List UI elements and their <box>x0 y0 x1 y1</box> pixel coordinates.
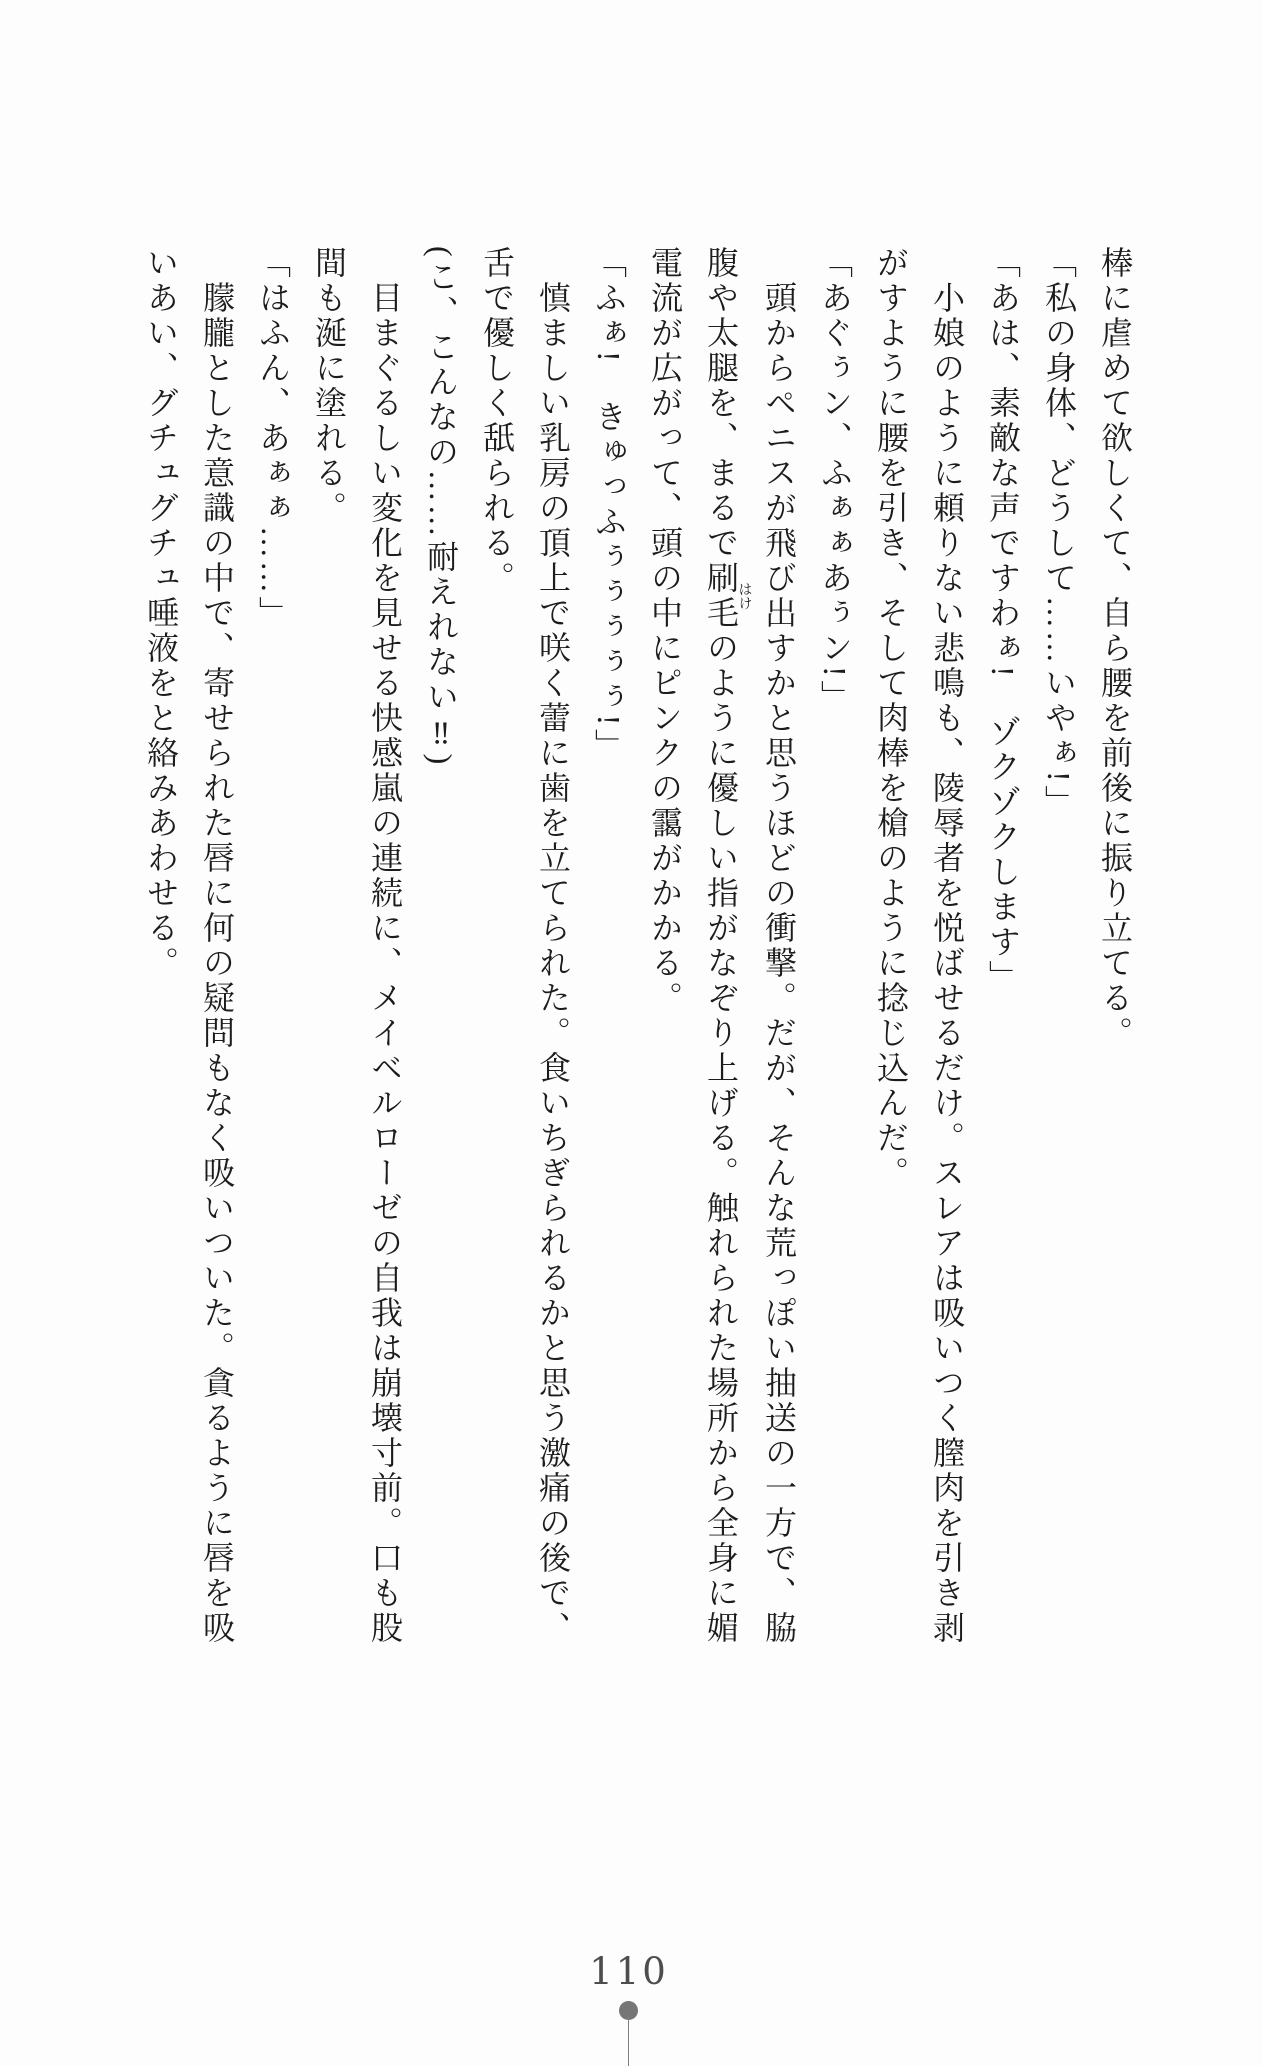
ruby-annotated-word: 刷毛はけ <box>703 561 752 631</box>
text-line: 「はふん、あぁぁ……」 <box>255 246 291 631</box>
page-number: 110 <box>589 1950 669 1993</box>
text-line: 小娘のように頼りない悲鳴も、陵辱者を悦ばせるだけ。スレアは吸いつく膣肉を引き剥 <box>929 281 965 1646</box>
progress-line <box>628 2016 629 2066</box>
vertical-text-block <box>133 246 1143 1678</box>
text-line: 「私の身体、どうして……いやぁ!」 <box>1041 246 1077 820</box>
text-line: 棒に虐めて欲しくて、自ら腰を前後に振り立てる。 <box>1097 246 1133 1051</box>
text-line: 舌で優しく舐られる。 <box>479 246 515 596</box>
text-line: 頭からペニスが飛び出すかと思うほどの衝撃。だが、そんな荒っぽい抽送の一方で、脇 <box>761 281 797 1646</box>
text-line: 慎ましい乳房の頂上で咲く蕾に歯を立てられた。食いちぎられるかと思う激痛の後で、 <box>535 281 571 1646</box>
text-line: 目まぐるしい変化を見せる快感嵐の連続に、メイベルローゼの自我は崩壊寸前。口も股 <box>367 281 403 1646</box>
text-line: 腹や太腿を、まるで刷毛はけのように優しい指がなぞり上げる。触れられた場所から全身に媚 <box>703 246 752 1646</box>
text-line: いあい、グチュグチュ唾液をと絡みあわせる。 <box>143 246 179 981</box>
text-line: 間も涎に塗れる。 <box>311 246 347 526</box>
text-line: (こ、こんなの……耐えれない‼) <box>423 246 459 768</box>
text-line: 電流が広がって、頭の中にピンクの靄がかかる。 <box>647 246 683 1016</box>
text-line: 「あは、素敵な声ですわぁ! ゾクゾクします」 <box>985 246 1021 995</box>
text-line: 朦朧とした意識の中で、寄せられた唇に何の疑問もなく吸いついた。貪るように唇を吸 <box>199 281 235 1646</box>
text-line: 「ふぁ! きゅっふぅぅぅぅぅ!」 <box>591 246 627 764</box>
text-line: がすように腰を引き、そして肉棒を槍のように捻じ込んだ。 <box>873 246 909 1191</box>
text-line: 「あぐぅン、ふぁぁあぅン!」 <box>817 246 853 715</box>
